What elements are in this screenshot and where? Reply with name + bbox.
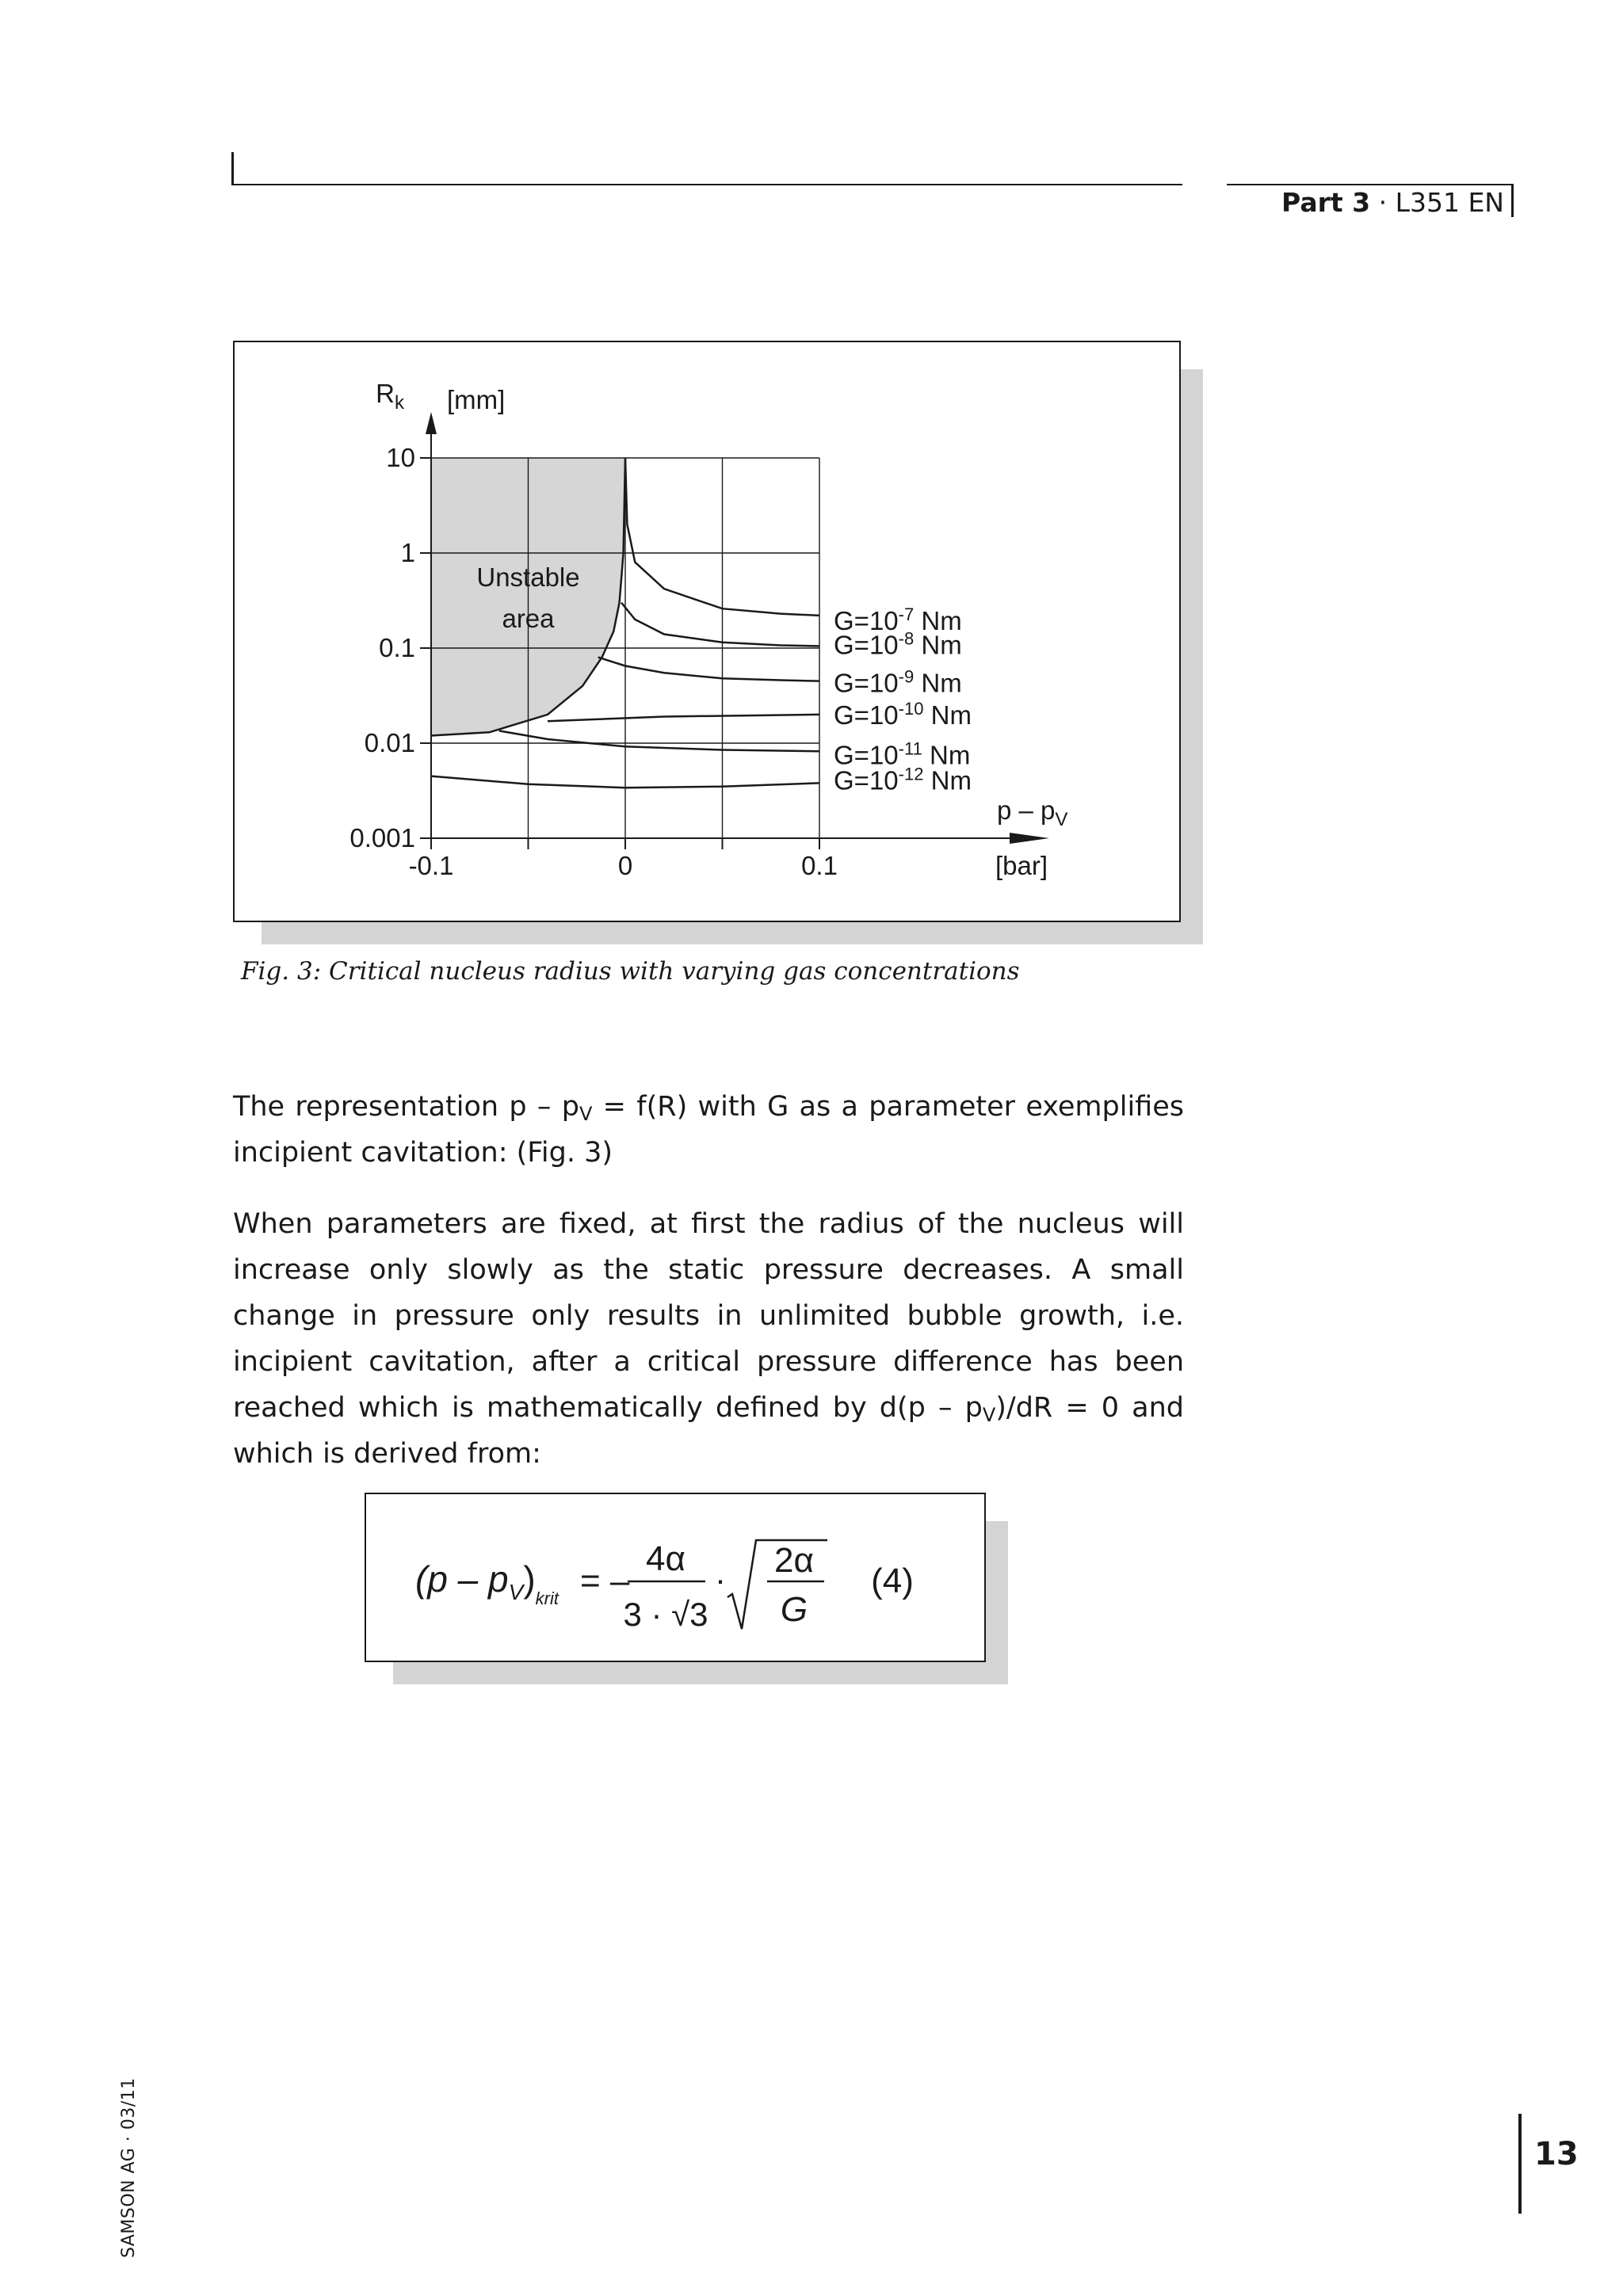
unstable-area-label-line2: area bbox=[502, 604, 555, 634]
series-label: $G=10^{-9}$ Nm bbox=[834, 666, 962, 698]
paragraph-2 bbox=[233, 1201, 1184, 1477]
header-doc-code: L351 EN bbox=[1395, 187, 1504, 218]
root-numerator: 2α bbox=[774, 1541, 814, 1580]
formula-equals: = – bbox=[580, 1562, 630, 1600]
x-tick-label: 0.1 bbox=[801, 851, 838, 880]
y-tick-label: 0.001 bbox=[349, 823, 415, 852]
x-tick-label: 0 bbox=[617, 851, 633, 880]
running-header bbox=[1281, 187, 1504, 218]
p2-text-a: When parameters are fixed, at first the radius of the nucleus will increase only slowly as the static pressure decreases. A small change in pressure only results in unlimited bubble growth, i.e. incipient cavitation, after a critical pressure difference has been reached which is mathematically defined by d(p – p bbox=[233, 1208, 1184, 1424]
equation-number: (4) bbox=[871, 1562, 914, 1600]
p1-text-a: The representation p – p bbox=[233, 1091, 579, 1123]
figure-frame bbox=[233, 341, 1181, 922]
header-right-rule bbox=[1227, 184, 1514, 185]
x-axis-arrow bbox=[1010, 833, 1049, 844]
series-line bbox=[548, 715, 819, 721]
header-rule bbox=[231, 184, 1182, 185]
y-tick-label: 0.1 bbox=[379, 633, 415, 662]
x-axis-unit: [bar] bbox=[995, 851, 1048, 880]
y-tick-label: 0.01 bbox=[364, 728, 415, 757]
y-axis-arrow bbox=[426, 412, 437, 434]
figure-caption: Fig. 3: Critical nucleus radius with varying gas concentrations bbox=[241, 957, 1020, 986]
series-label: $G=10^{-12}$ Nm bbox=[834, 764, 972, 795]
p2-text-b: )/dR = 0 and which is derived from: bbox=[233, 1392, 1184, 1470]
series-line bbox=[621, 603, 819, 646]
y-tick-label: 1 bbox=[400, 538, 415, 567]
series-line bbox=[499, 730, 819, 751]
x-tick-label: -0.1 bbox=[408, 851, 454, 880]
p1-subscript: V bbox=[579, 1103, 593, 1125]
p1-text-b: = f(R) with G as a parameter exemplifies incipient cavitation: (Fig. 3) bbox=[233, 1091, 1184, 1169]
page-number-bar bbox=[1518, 2114, 1522, 2214]
header-left-tick bbox=[231, 152, 234, 185]
y-axis-unit: [mm] bbox=[447, 385, 506, 414]
series-label: $G=10^{-11}$ Nm bbox=[834, 738, 971, 770]
formula-numerator: 4α bbox=[646, 1539, 685, 1578]
series-label: $G=10^{-8}$ Nm bbox=[834, 628, 962, 660]
formula-box bbox=[365, 1493, 986, 1662]
unstable-area-label-line1: Unstable bbox=[476, 563, 580, 593]
formula-lhs: $(p - p_V)_{krit}$ bbox=[415, 1558, 559, 1608]
formula-dot: · bbox=[715, 1561, 726, 1598]
y-tick-label: 10 bbox=[386, 443, 415, 472]
formula-denominator: 3 · √3 bbox=[623, 1596, 708, 1633]
page-number: 13 bbox=[1534, 2136, 1579, 2172]
p2-subscript: V bbox=[982, 1404, 996, 1426]
header-part: Part 3 bbox=[1281, 187, 1371, 218]
series-line bbox=[598, 658, 819, 681]
header-right-tick bbox=[1511, 184, 1514, 217]
series-label: $G=10^{-7}$ Nm bbox=[834, 604, 962, 635]
root-denominator: G bbox=[780, 1590, 808, 1629]
series-label: $G=10^{-10}$ Nm bbox=[834, 698, 972, 730]
header-separator: · bbox=[1378, 187, 1388, 218]
paragraph-1 bbox=[233, 1084, 1184, 1176]
y-axis-label: $R_k$ bbox=[376, 379, 404, 414]
critical-radius-chart bbox=[235, 342, 1182, 924]
x-axis-label: p – $p_V$ bbox=[997, 795, 1068, 830]
side-note: SAMSON AG · 03/11 bbox=[119, 2077, 139, 2258]
formula-4 bbox=[366, 1494, 987, 1664]
